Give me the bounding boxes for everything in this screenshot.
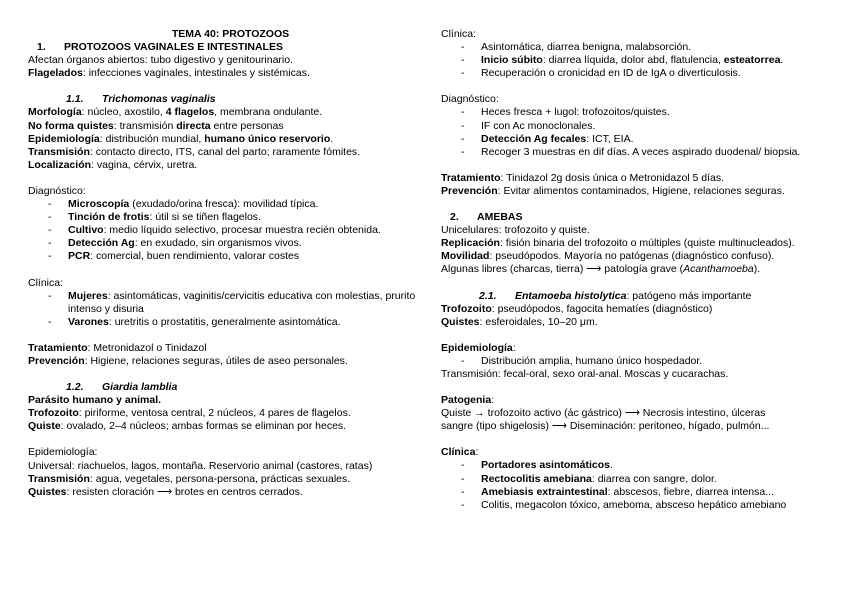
transmision-line: Transmisión: agua, vegetales, persona-persona, prácticas sexuales. [28,472,351,485]
unicelulares-line: Unicelulares: trofozoito y quiste. [441,224,590,237]
list-item: - Portadores asintomáticos. [461,459,613,472]
universal-line: Universal: riachuelos, lagos, montaña. Reservorio animal (castores, ratas) [28,459,373,472]
clinica-label: Clínica: [441,28,477,40]
list-item: - Cultivo: medio líquido selectivo, procesar muestra recién obtenida. [48,224,381,237]
transmision-line: Transmisión: contacto directo, ITS, canal del parto; raramente fómites. [28,145,361,158]
right-column [441,28,836,512]
left-column [28,28,433,499]
section-1-heading: 1. PROTOZOOS VAGINALES E INTESTINALES [37,41,283,54]
list-item: - Asintomática, diarrea benigna, malabsorción. [461,41,692,54]
tratamiento-line: Tratamiento: Metronidazol o Tinidazol [28,341,207,354]
list-item: - Colitis, megacolon tóxico, ameboma, absceso hepático amebiano [461,498,787,511]
list-item: - Recoger 3 muestras en dif días. A veces aspirado duodenal/ biopsia. [461,145,801,158]
list-item: - PCR: comercial, buen rendimiento, valorar costes [48,250,300,263]
epidemiologia-label: Epidemiología: [28,446,98,459]
patogenia-line-2: sangre (tipo shigelosis) ⟶ Diseminación: peritoneo, hígado, pulmón... [441,420,770,433]
quistes-line: No forma quistes: transmisión directa entre personas [28,119,284,132]
patogenia-label: Patogenia: [441,394,495,407]
list-item: - Tinción de frotis: útil si se tiñen flagelos. [48,211,261,224]
list-item: - Detección Ag: en exudado, sin organismos vivos. [48,237,302,250]
list-item: - Varones: uretritis o prostatitis, generalmente asintomática. [48,315,341,328]
transmision-line: Transmisión: fecal-oral, sexo oral-anal. Moscas y cucarachas. [441,367,729,380]
trofozoito-line: Trofozoito: piriforme, ventosa central, 2 núcleos, 4 pares de flagelos. [28,407,351,420]
list-item: - IF con Ac monoclonales. [461,119,596,132]
quistes-cloracion-line: Quistes: resisten cloración ⟶ brotes en centros cerrados. [28,485,303,498]
intro-flagelados: Flagelados: infecciones vaginales, intestinales y sistémicas. [28,67,310,80]
list-item: - Inicio súbito: diarrea líquida, dolor abd, flatulencia, esteatorrea. [461,54,784,67]
list-item: - Distribución amplia, humano único hospedador. [461,354,703,367]
libres-line: Algunas libres (charcas, tierra) ⟶ patología grave (Acanthamoeba). [441,263,761,276]
list-item: - Detección Ag fecales: ICT, EIA. [461,132,634,145]
section-2-1-heading: 2.1. Entamoeba histolytica: patógeno más importante [479,289,752,302]
parasito-line: Parásito humano y animal. [28,394,162,407]
list-item: - Rectocolitis amebiana: diarrea con sangre, dolor. [461,472,717,485]
list-item: - Heces fresca + lugol: trofozoitos/quistes. [461,106,670,119]
tratamiento-line: Tratamiento: Tinidazol 2g dosis única o Metronidazol 5 días. [441,171,725,184]
list-item: - Mujeres: asintomáticas, vaginitis/cervicitis educativa con molestias, prurito intenso y disuria [48,289,416,315]
replicacion-line: Replicación: fisión binaria del trofozoito o múltiples (quiste multinucleados). [441,237,795,250]
quistes-line: Quistes: esferoidales, 10–20 μm. [441,315,598,328]
morfologia-line: Morfología: núcleo, axostilo, 4 flagelos, membrana ondulante. [28,106,323,119]
list-item: - Amebiasis extraintestinal: abscesos, fiebre, diarrea intensa... [461,485,774,498]
movilidad-line: Movilidad: pseudópodos. Mayoría no patógenas (diagnóstico confuso). [441,250,775,263]
prevencion-line: Prevención: Evitar alimentos contaminados, Higiene, relaciones seguras. [441,184,785,197]
section-1-1-heading: 1.1. Trichomonas vaginalis [66,93,216,106]
list-item: - Microscopía (exudado/orina fresca): movilidad típica. [48,198,319,211]
quiste-line: Quiste: ovalado, 2–4 núcleos; ambas formas se eliminan por heces. [28,420,347,433]
list-item: - Recuperación o cronicidad en ID de IgA o diverticulosis. [461,67,741,80]
clinica-label: Clínica: [28,276,64,289]
section-1-2-heading: 1.2. Giardia lamblia [66,381,178,394]
trofozoito-line: Trofozoito: pseudópodos, fagocita hematíes (diagnóstico) [441,302,713,315]
diagnostico-label: Diagnóstico: [441,93,499,106]
prevencion-line: Prevención: Higiene, relaciones seguras, útiles de aseo personales. [28,354,348,367]
localizacion-line: Localización: vagina, cérvix, uretra. [28,158,198,171]
epidemiologia-label: Epidemiología: [441,341,516,354]
page-title: TEMA 40: PROTOZOOS [171,28,290,40]
intro-organs: Afectan órganos abiertos: tubo digestivo y genitourinario. [28,54,293,67]
clinica-amebas-label: Clínica: [441,446,479,459]
section-2-heading: 2. AMEBAS [450,211,523,224]
diagnostico-label: Diagnóstico: [28,184,86,197]
patogenia-line-1: Quiste → trofozoito activo (ác gástrico) ⟶ Necrosis intestino, úlceras [441,407,766,420]
epidemiologia-line: Epidemiología: distribución mundial, humano único reservorio. [28,132,334,145]
